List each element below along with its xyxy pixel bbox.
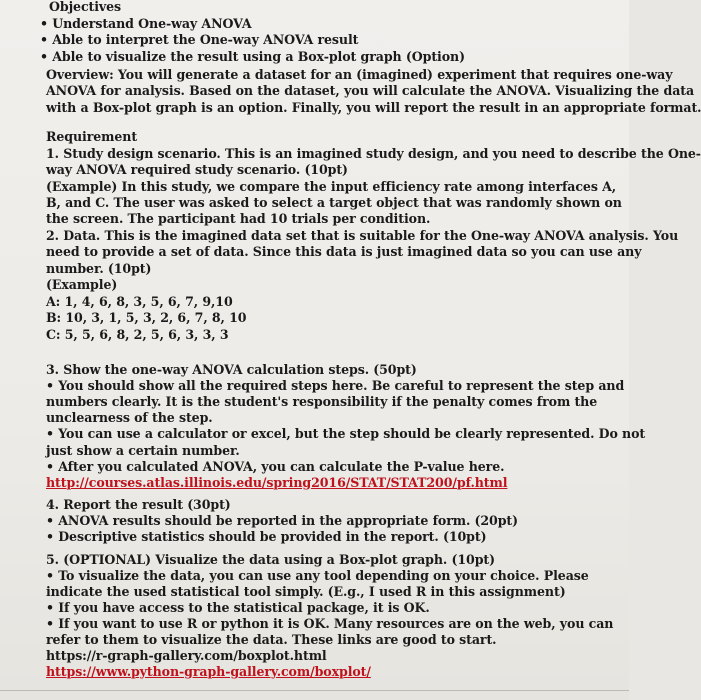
req5-line-5: • If you want to use R or python it is OK. Many resources are on the web, you can <box>46 616 614 631</box>
req5-line-2: • To visualize the data, you can use any tool depending on your choice. Please <box>46 568 589 583</box>
req3-line-2: • You should show all the required steps here. Be careful to represent the step and <box>46 378 625 393</box>
req2-line-2: need to provide a set of data. Since this data is just imagined data so you can use any <box>46 244 642 259</box>
data-row-c: C: 5, 5, 6, 8, 2, 5, 6, 3, 3, 3 <box>46 327 229 342</box>
overview-line-2: ANOVA for analysis. Based on the dataset, you will calculate the ANOVA. Visualizing the data <box>46 83 695 98</box>
req4-line-2: • ANOVA results should be reported in the appropriate form. (20pt) <box>46 513 518 528</box>
python-graph-link[interactable]: https://www.python-graph-gallery.com/boxplot/ <box>46 664 371 679</box>
overview-line-1: Overview: You will generate a dataset for an (imagined) experiment that requires one-way <box>46 67 673 82</box>
req4-line-1: 4. Report the result (30pt) <box>46 497 231 512</box>
req1-line-3: (Example) In this study, we compare the input efficiency rate among interfaces A, <box>46 179 617 194</box>
req3-line-6: just show a certain number. <box>46 443 240 458</box>
overview-line-3: with a Box-plot graph is an option. Finally, you will report the result in an appropriate format. <box>46 100 701 115</box>
req3-line-3: numbers clearly. It is the student's responsibility if the penalty comes from the <box>46 394 598 409</box>
page-edge-divider <box>0 690 629 691</box>
req3-line-4: unclearness of the step. <box>46 410 213 425</box>
req4-line-3: • Descriptive statistics should be provided in the report. (10pt) <box>46 529 487 544</box>
pvalue-link[interactable]: http://courses.atlas.illinois.edu/spring2016/STAT/STAT200/pf.html <box>46 475 508 490</box>
req2-example-label: (Example) <box>46 277 118 292</box>
req3-line-5: • You can use a calculator or excel, but the step should be clearly represented. Do not <box>46 426 646 441</box>
objective-item-1: • Understand One-way ANOVA <box>40 16 252 31</box>
r-graph-link-text: https://r-graph-gallery.com/boxplot.html <box>46 648 327 663</box>
req1-line-5: the screen. The participant had 10 trials per condition. <box>46 211 431 226</box>
req2-line-3: number. (10pt) <box>46 261 152 276</box>
req1-line-1: 1. Study design scenario. This is an imagined study design, and you need to describe the One- <box>46 146 701 161</box>
objectives-heading: Objectives <box>49 0 122 14</box>
data-row-a: A: 1, 4, 6, 8, 3, 5, 6, 7, 9,10 <box>46 294 233 309</box>
req5-line-4: • If you have access to the statistical package, it is OK. <box>46 600 430 615</box>
requirement-heading: Requirement <box>46 129 138 144</box>
req1-line-4: B, and C. The user was asked to select a target object that was randomly shown on <box>46 195 622 210</box>
req5-line-3: indicate the used statistical tool simply. (E.g., I used R in this assignment) <box>46 584 566 599</box>
objective-item-3: • Able to visualize the result using a Box-plot graph (Option) <box>40 49 465 64</box>
req5-line-6: refer to them to visualize the data. These links are good to start. <box>46 632 497 647</box>
req2-line-1: 2. Data. This is the imagined data set that is suitable for the One-way ANOVA analysis. You <box>46 228 679 243</box>
objective-item-2: • Able to interpret the One-way ANOVA result <box>40 32 359 47</box>
req3-line-7: • After you calculated ANOVA, you can calculate the P-value here. <box>46 459 505 474</box>
req1-line-2: way ANOVA required study scenario. (10pt) <box>46 162 348 177</box>
req3-line-1: 3. Show the one-way ANOVA calculation steps. (50pt) <box>46 362 417 377</box>
data-row-b: B: 10, 3, 1, 5, 3, 2, 6, 7, 8, 10 <box>46 310 247 325</box>
req5-line-1: 5. (OPTIONAL) Visualize the data using a Box-plot graph. (10pt) <box>46 552 495 567</box>
